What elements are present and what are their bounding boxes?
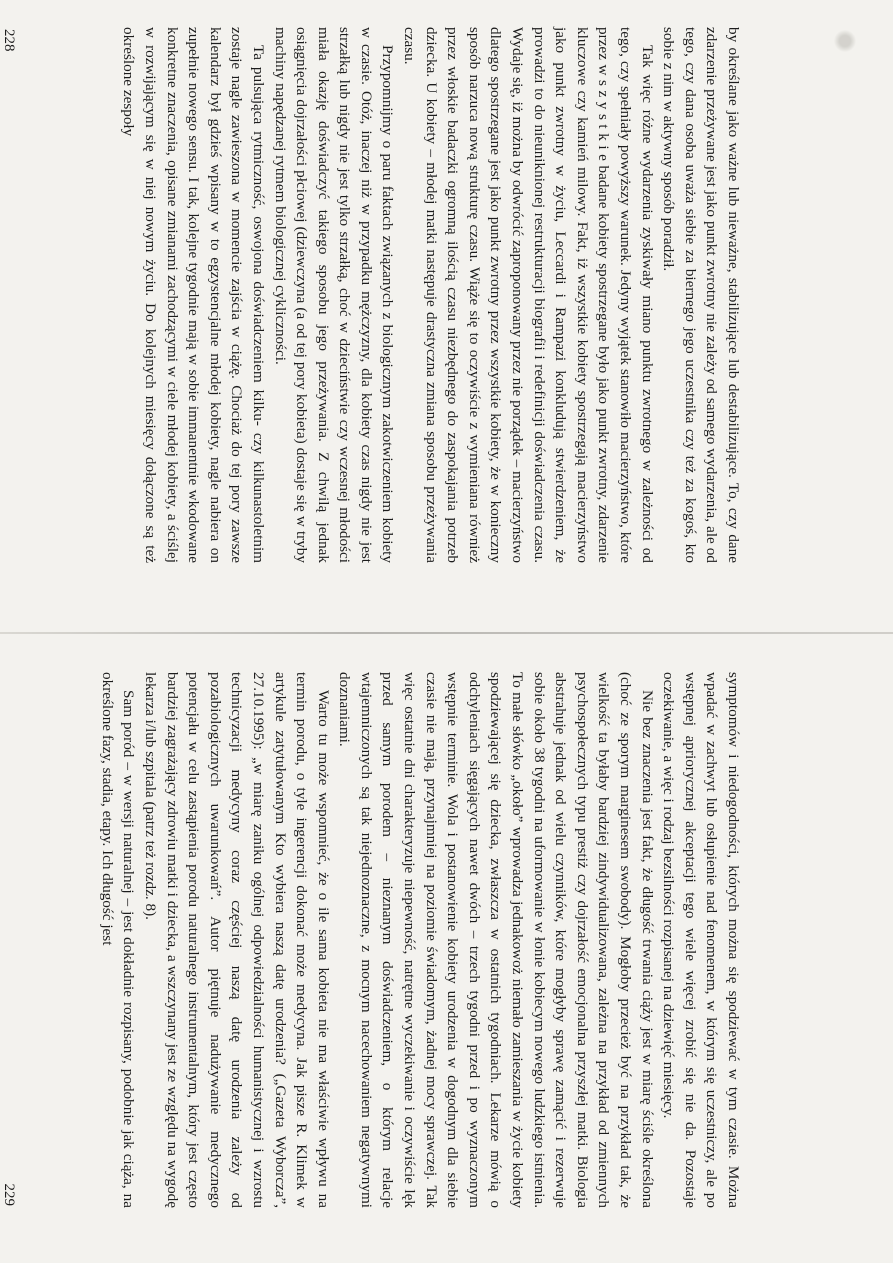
page-229 xyxy=(0,660,754,1220)
paragraph: by określane jako ważne lub nieważne, stabilizujące lub destabilizujące. To, czy dane zdarzenie przeżywane jest jako punkt zwrotny nie zależy od samego wydarzenia, ale od tego, czy dana osoba uważa siebie za biernego jego uczestnika czy też za kogoś, kto sobie z nim w aktywny sposób poradził. xyxy=(660,27,742,563)
paragraph: symptomów i niedogodności, których można się spodziewać w tym czasie. Można wpadać w zachwyt lub osłupienie nad fenomenem, w którym się uczestniczy, ale po wstępnej apriorycznej akceptacji tego wiele więcej zrobić się nie da. Pozostaje oczekiwanie, a więc i rodzaj bezsilności rozpisanej na dziewięć miesięcy. xyxy=(660,672,742,1208)
paragraph: Sam poród – w wersji naturalnej – jest dokładnie rozpisany, podobnie jak ciąża, na określone fazy, stadia, etapy. Ich długość jest xyxy=(98,672,138,1208)
paragraph: Warto tu może wspomnieć, że o ile sama kobieta nie ma właściwie wpływu na termin porodu, o tyle ingerencji dokonać może medycyna. Jak pisze R. Klimek w artykule zatytułowanym Kto wybiera naszą datę urodzenia? („Gazeta Wyborcza”, 27.10.1995): „w miarę zaniku ogólnej odpowiedzialności humanistycznej i wzrostu technicyzacji medycyny coraz częściej naszą datę urodzenia zależy od pozabiologicznych uwarunkowań”. Autor piętnuje nadużywanie medycznego potencjału w celu zastąpienia porodu naturalnego instrumentalnym, który jest często bardziej zagrażający zdrowiu matki i dziecka, a wszczynany jest ze względu na wygodę lekarza i/lub szpitala (patrz też rozdz. 8). xyxy=(141,672,332,1208)
scan-artifact xyxy=(830,30,860,52)
paragraph: Nie bez znaczenia jest fakt, że długość trwania ciąży jest w miarę ściśle określona (choć ze sporym marginesem swobody). Mogłoby przecież być na przykład tak, że wielkość ta byłaby bardziej zindywidualizowana, zależna na przykład od zmiennych psychospołecznych typu prestiż czy dojrzałość emocjonalna przyszłej matki. Biologia abstrahuje jednak od wielu czynników, które mogłyby sprawę zamącić i rezerwuje sobie około 38 tygodni na uformowanie w łonie kobiecym nowego ludzkiego istnienia. To małe słówko „około” wprowadza jednakowoż niemało zamieszania w życie kobiety spodziewającej się dziecka, zwłaszcza w ostatnich tygodniach. Lekarze mówią o odchyleniach sięgających nawet dwóch – trzech tygodni przed i po wyznaczonym wstępnie terminie. Wola i postanowienie kobiety urodzenia w dogodnym dla siebie czasie nie mają, przynajmniej na poziomie świadomym, żadnej mocy sprawczej. Tak więc ostatnie dni charakteryzuje niepewność, natrętne wyczekiwanie i oczywiście lęk przed samym porodem – nieznanym doświadczeniem, o którym relacje wtajemniczonych są tak niejednoznaczne, z mocnym nacechowaniem negatywnymi doznaniami. xyxy=(336,672,656,1208)
page-229-text xyxy=(96,672,744,1208)
page-number: 229 xyxy=(1,1183,17,1206)
page-228-text xyxy=(118,27,744,563)
paragraph: Tak więc różne wydarzenia zyskiwały miano punktu zwrotnego w zależności od tego, czy spełniały powyższy warunek. Jedyny wyjątek stanowiło macierzyństwo, które przez w s z y s t k i e badane kobiety spostrzegane było jako punkt zwrotny, zdarzenie kluczowe czy kamień milowy. Fakt, iż wszystkie kobiety spostrzegają macierzyństwo jako punkt zwrotny w życiu, Leccardi i Rampazi konkludują stwierdzeniem, że prowadzi to do nieuniknionej restrukturacji biografii i redefinicji doświadczenia czasu. Wydaje się, iż można by odwrócić zaproponowany przez nie porządek – macierzyństwo dlatego spostrzegane jest jako punkt zwrotny przez wszystkie kobiety, że w konieczny sposób narzuca nową strukturę czasu. Wiąże się to oczywiście z wymieniana również przez włoskie badaczki ogromną ilością czasu niezbędnego do zaspokajania potrzeb dziecka. U kobiety – młodej matki następuje drastyczna zmiana sposobu przeżywania czasu. xyxy=(401,27,656,563)
book-gutter xyxy=(0,632,893,634)
paragraph: Ta pulsująca rytmiczność, oswojona doświadczeniem kilku- czy kilkunastoletnim zostaje nagle zawieszona w momencie zajścia w ciążę. Chociaż do tej pory zawsze kalendarz był gdzieś wpisany w to egzystencjalne młodej kobiety, nagle nabiera on zupełnie nowego sensu. I tak, kolejne tygodnie mają w sobie immanentnie wkodowane konkretne znaczenia, opisane zmianami zachodzącymi w ciele młodej kobiety, a ściślej w rozwijającym się w niej nowym życiu. Do kolejnych miesięcy dołączone są też określone zespoły xyxy=(120,27,267,563)
page-228 xyxy=(0,15,754,575)
paragraph: Przypomnijmy o paru faktach związanych z biologicznym zakotwiczeniem kobiety w czasie. Otóż, inaczej niż w przypadku mężczyzny, dla kobiety czas nigdy nie jest strzałką lub nigdy nie jest tylko strzałką, choć w dzieciństwie czy wczesnej młodości miała okazję doświadczyć takiego sposobu jego przeżywania. Z chwilą jednak osiągnięcia dojrzałości płciowej (dziewczyna (a od tej pory kobieta) dostaje się w tryby machiny napędzanej rytmem biologicznej cykliczności. xyxy=(271,27,397,563)
page-number: 228 xyxy=(1,29,17,52)
